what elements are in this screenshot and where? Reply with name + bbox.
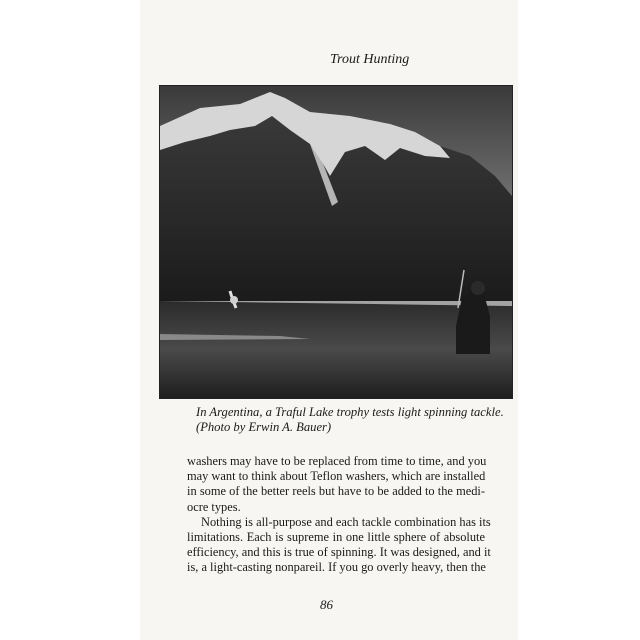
lake-fishing-photo [159,85,513,399]
body-text [187,454,491,576]
body-line: ocre types. [187,499,241,514]
body-line: may want to think about Teflon washers, which are installed [187,469,486,484]
body-line: Nothing is all-purpose and each tackle combination has its [201,514,491,529]
body-line: is, a light-casting nonpareil. If you go overly heavy, then the [187,560,486,575]
body-line: washers may have to be replaced from time to time, and you [187,454,487,468]
caption-line: In Argentina, a Traful Lake trophy tests light spinning tackle. [196,405,504,419]
page-number: 86 [320,597,333,612]
body-line: in some of the better reels but have to be added to the medi- [187,484,485,499]
body-line: limitations. Each is supreme in one little sphere of absolute [187,530,485,545]
photo-caption [196,405,504,435]
running-head: Trout Hunting [330,52,410,67]
caption-line: (Photo by Erwin A. Bauer) [196,420,332,434]
body-line: efficiency, and this is true of spinning. It was designed, and it [187,545,491,560]
